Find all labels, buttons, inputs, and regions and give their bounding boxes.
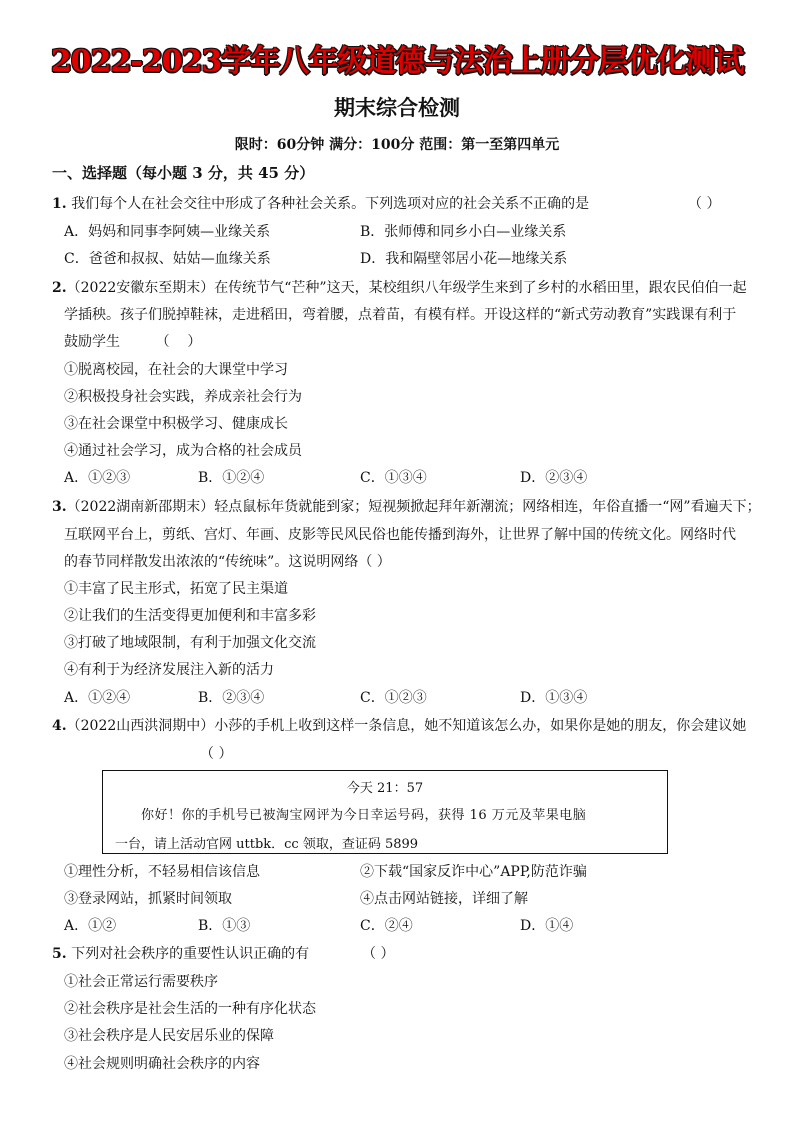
answer-blank: （ ） [200, 746, 233, 762]
question-3 [52, 497, 761, 517]
answer-blank: （ ） [688, 196, 721, 212]
question-5 [52, 944, 309, 964]
option-c: C．①②③ [360, 690, 427, 706]
question-stem: 下列对社会秩序的重要性认识正确的有 [71, 946, 310, 962]
answer-blank: （ ） [362, 946, 395, 962]
question-number: 4. [52, 718, 67, 734]
option-a: A．妈妈和同事李阿姨—业缘关系 [64, 224, 271, 240]
option-b: B．①②④ [198, 470, 265, 486]
statement-1: ①理性分析，不轻易相信该信息 [64, 864, 260, 880]
question-number: 2. [52, 280, 67, 296]
question-stem-line: （2022湖南新邵期末）轻点鼠标年货就能到家；短视频掀起拜年新潮流；网络相连，年俗直播一“网”看遍天下； [66, 499, 761, 515]
question-number: 1. [52, 196, 67, 212]
question-1 [52, 194, 589, 214]
statement-1: ①脱离校园，在社会的大课堂中学习 [64, 362, 288, 378]
option-d: D．我和隔壁邻居小花—地缘关系 [360, 251, 568, 267]
option-d: D．①④ [520, 918, 574, 934]
question-stem-line: 的春节同样散发出浓浓的“传统味”。这说明网络（ ） [64, 554, 391, 570]
option-a: A．①②④ [64, 690, 131, 706]
statement-3: ③登录网站，抓紧时间领取 [64, 891, 232, 907]
statement-2: ②让我们的生活变得更加便利和丰富多彩 [64, 608, 316, 624]
statement-4: ④点击网站链接，详细了解 [360, 891, 528, 907]
option-c: C．②④ [360, 918, 413, 934]
statement-1: ①丰富了民主形式，拓宽了民主渠道 [64, 581, 288, 597]
option-b: B．①③ [198, 918, 251, 934]
question-stem-line: 鼓励学生 （ ） [64, 334, 202, 350]
sms-time: 今天 21：57 [346, 781, 424, 796]
statement-2: ②下载“国家反诈中心”APP,防范诈骗 [360, 864, 587, 880]
sms-body-line: 你好！你的手机号已被淘宝网评为今日幸运号码，获得 16 万元及苹果电脑 [141, 808, 587, 823]
statement-2: ②积极投身社会实践，养成亲社会行为 [64, 389, 302, 405]
question-stem-line: （2022安徽东至期末）在传统节气“芒种”这天，某校组织八年级学生来到了乡村的水稻田里，跟农民伯伯一起 [66, 280, 747, 296]
question-2 [52, 278, 747, 298]
statement-3: ③在社会课堂中积极学习、健康成长 [64, 416, 288, 432]
sms-body-line: 一台，请上活动官网 uttbk．cc 领取，查证码 5899 [115, 837, 419, 852]
option-a: A．①②③ [64, 470, 131, 486]
question-stem-line: （2022山西洪洞期中）小莎的手机上收到这样一条信息，她不知道该怎么办，如果你是她的朋友，你会建议她 [66, 718, 747, 734]
section-heading: 一、选择题（每小题 3 分，共 45 分） [52, 164, 315, 182]
option-a: A．①② [64, 918, 117, 934]
option-d: D．①③④ [520, 690, 588, 706]
question-stem-line: 学插秧。孩子们脱掉鞋袜，走进稻田，弯着腰，点着苗，有模有样。开设这样的“新式劳动教育”实践课有利于 [64, 307, 737, 323]
statement-3: ③打破了地域限制，有利于加强文化交流 [64, 635, 316, 651]
question-4 [52, 716, 746, 736]
exam-title: 2022-2023学年八年级道德与法治上册分层优化测试 [50, 44, 744, 79]
statement-1: ①社会正常运行需要秩序 [64, 974, 218, 990]
option-d: D．②③④ [520, 470, 588, 486]
statement-3: ③社会秩序是人民安居乐业的保障 [64, 1028, 274, 1044]
option-b: B．②③④ [198, 690, 265, 706]
option-c: C．①③④ [360, 470, 427, 486]
statement-4: ④社会规则明确社会秩序的内容 [64, 1056, 260, 1072]
question-stem-line: 互联网平台上，剪纸、宫灯、年画、皮影等民风民俗也能传播到海外，让世界了解中国的传统文化。网络时代 [64, 527, 736, 543]
question-stem: 我们每个人在社会交往中形成了各种社会关系。下列选项对应的社会关系不正确的是 [71, 196, 590, 212]
statement-2: ②社会秩序是社会生活的一种有序化状态 [64, 1001, 316, 1017]
question-number: 5. [52, 946, 67, 962]
exam-subtitle: 期末综合检测 [334, 96, 460, 120]
option-c: C．爸爸和叔叔、姑姑—血缘关系 [64, 251, 271, 267]
statement-4: ④通过社会学习，成为合格的社会成员 [64, 443, 302, 459]
sms-message-box [102, 770, 668, 854]
exam-meta: 限时：60分钟 满分：100分 范围：第一至第四单元 [234, 137, 560, 153]
question-number: 3. [52, 499, 67, 515]
option-b: B．张师傅和同乡小白—业缘关系 [360, 224, 567, 240]
statement-4: ④有利于为经济发展注入新的活力 [64, 662, 274, 678]
